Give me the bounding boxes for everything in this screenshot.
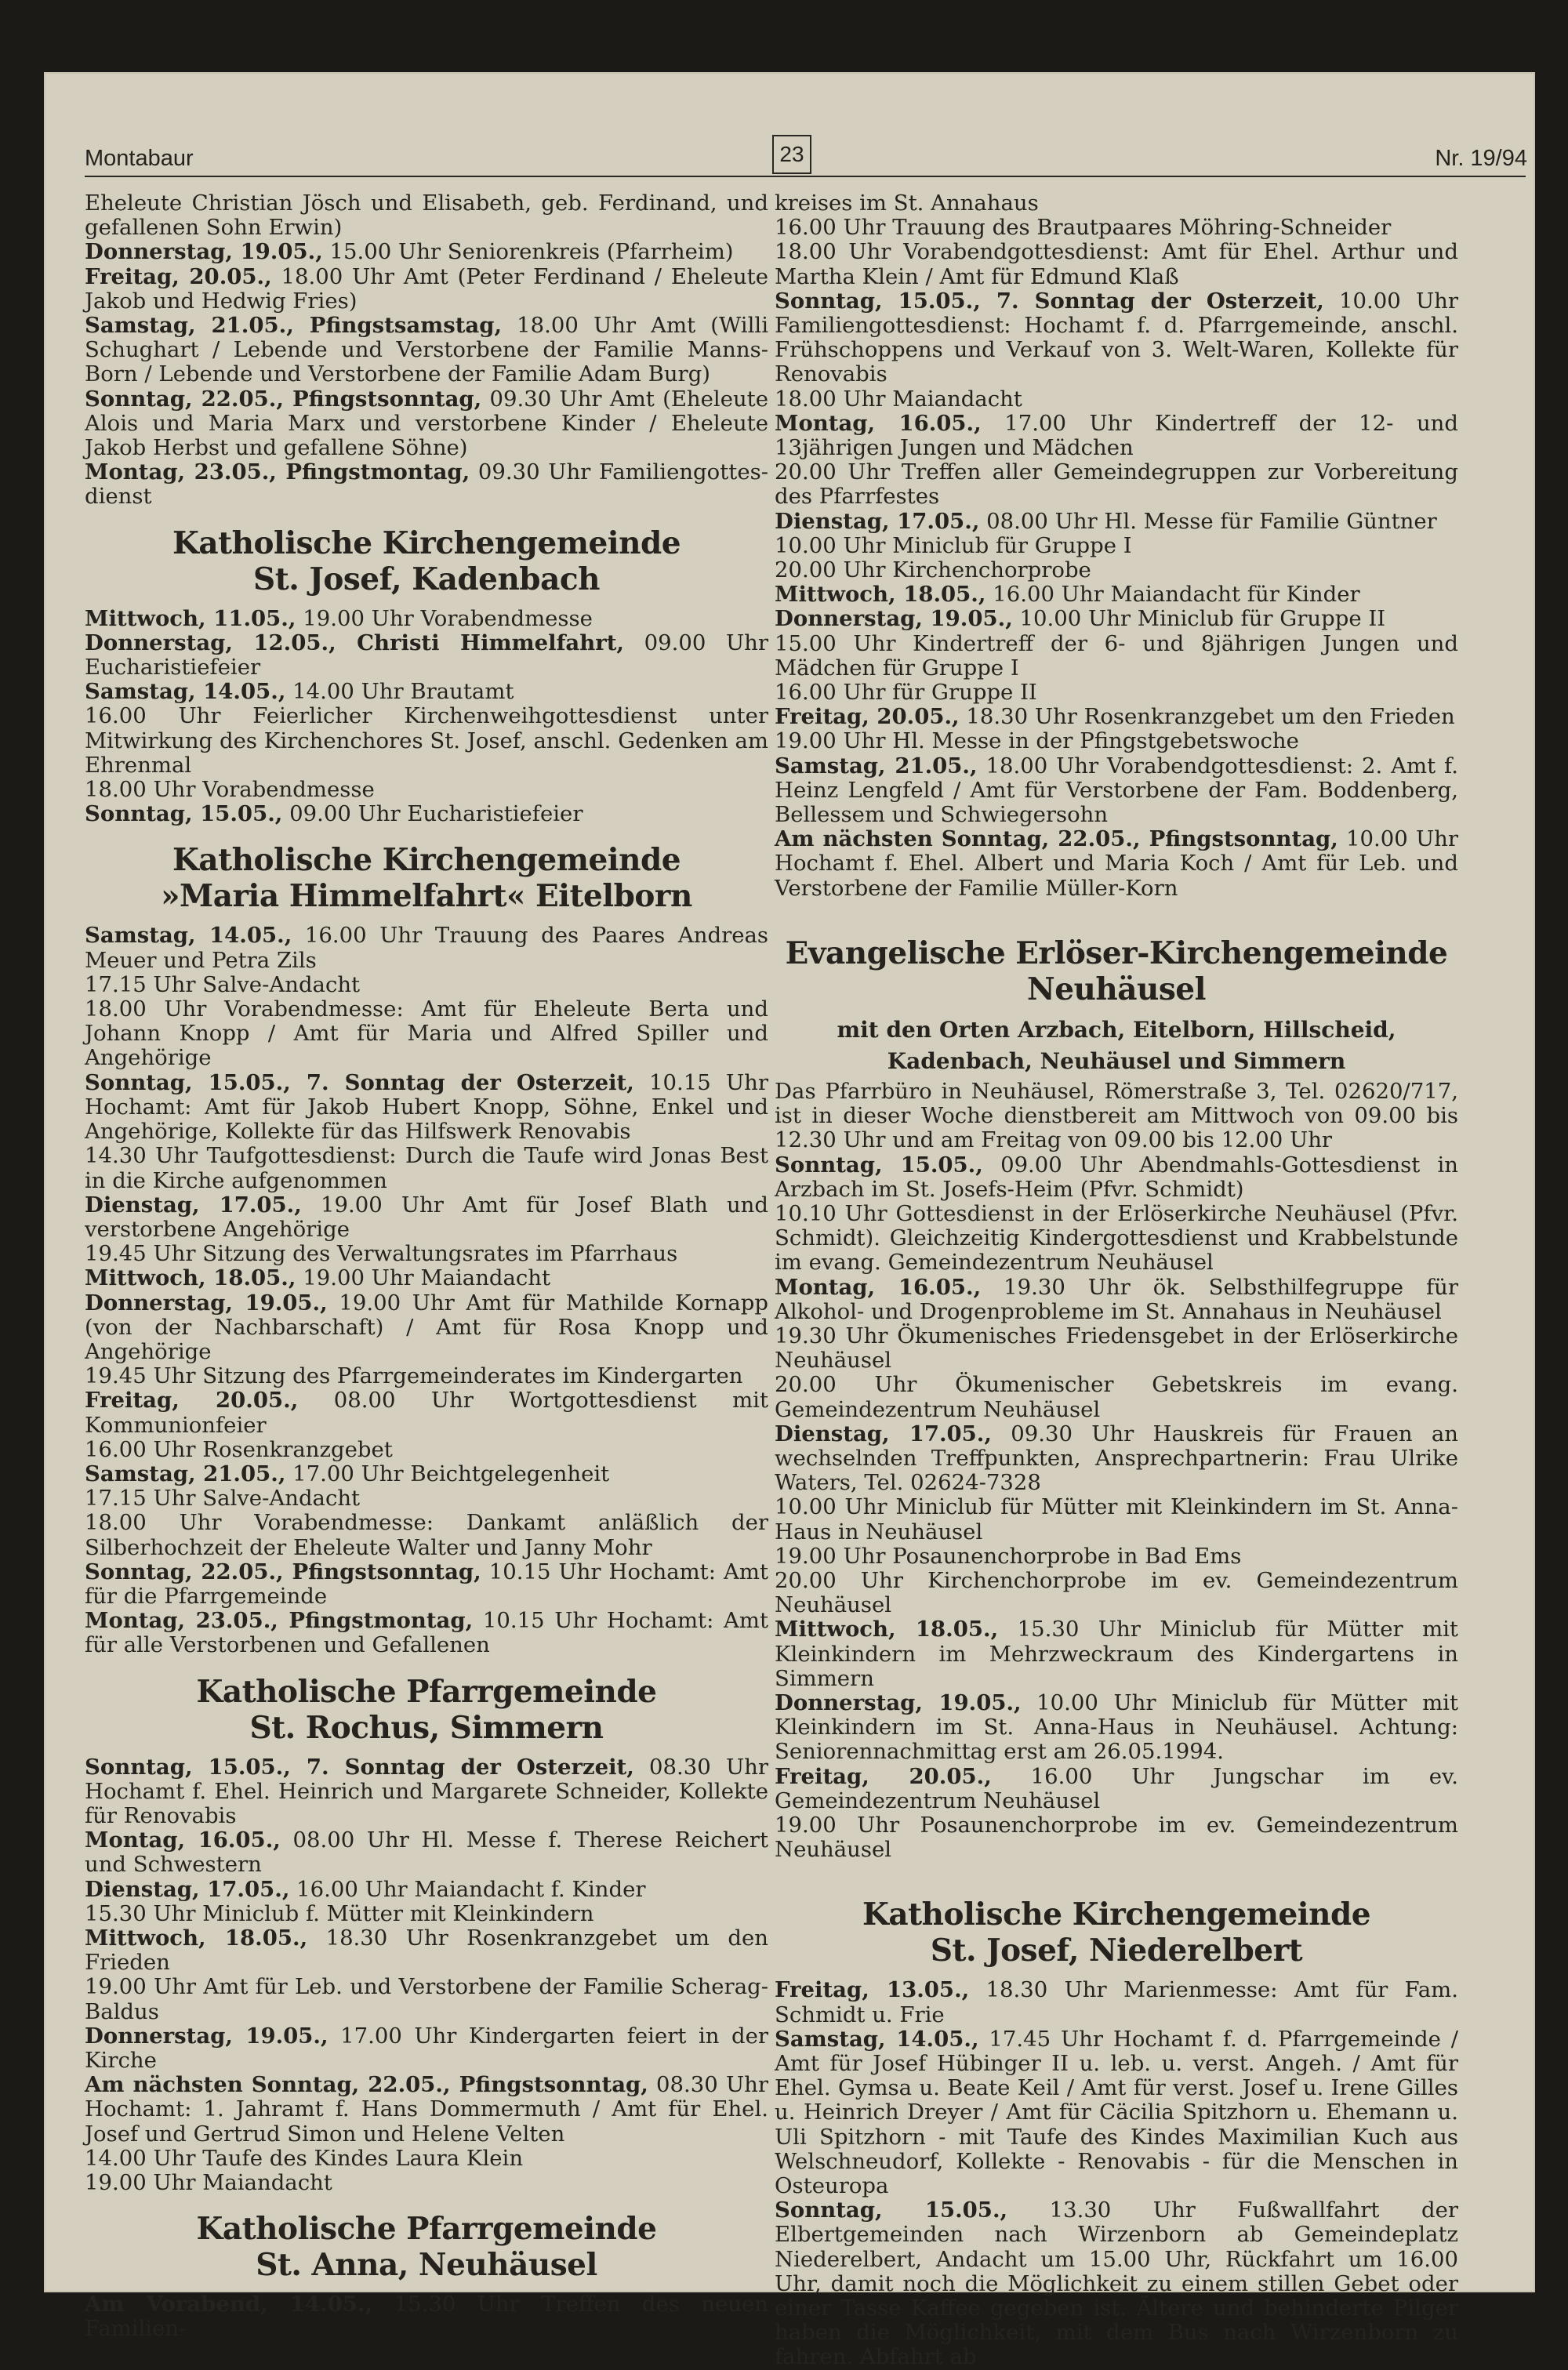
entry-date: Sonntag, 15.05., 7. Sonntag der Osterzeit,	[775, 288, 1324, 314]
entry-date: Montag, 23.05., Pfingstmontag,	[85, 1608, 474, 1634]
entry-text: 15.30 Uhr Miniclub f. Mütter mit Kleinkindern	[85, 1900, 594, 1926]
entry-date: Mittwoch, 18.05.,	[775, 1617, 999, 1642]
entry-date: Mittwoch, 18.05.,	[85, 1925, 308, 1951]
section-heading: Katholische Kirchengemeinde	[172, 842, 681, 879]
entry-text: 09.00 Uhr Abendmahls-Gottesdienst in Arzbach im St. Josefs-Heim (Pfvr. Schmidt)	[775, 1152, 1458, 1202]
entry-date: Am nächsten Sonntag, 22.05., Pfingstsonntag,	[85, 2072, 648, 2098]
entry-text: 17.00 Uhr Beichtgelegenheit	[285, 1461, 610, 1486]
entry-text: 20.00 Uhr Kirchenchorprobe im ev. Gemeindezentrum Neuhäusel	[775, 1567, 1458, 1618]
schedule-entry	[775, 583, 1458, 607]
entry-text: Das Pfarrbüro in Neuhäusel, Römerstraße 3, Tel. 02620/717, ist in dieser Woche dienstbereit am Mittwoch von 09.00 bis 12.30 Uhr und am Freitag von 09.00 bis 12.00 Uhr	[775, 1078, 1458, 1153]
entry-date: Samstag, 21.05.,	[775, 753, 978, 779]
schedule-entry	[775, 2027, 1458, 2198]
entry-text: 14.00 Uhr Taufe des Kindes Laura Klein	[85, 2145, 524, 2171]
newspaper-page	[44, 72, 1535, 2370]
schedule-entry	[85, 1926, 768, 1975]
schedule-entry	[85, 1828, 768, 1877]
entry-text: 18.00 Uhr Maiandacht	[775, 386, 1022, 412]
section-gap	[775, 1862, 1458, 1881]
schedule-entry	[775, 1569, 1458, 1617]
schedule-entry	[85, 1975, 768, 2023]
schedule-entry	[775, 510, 1458, 534]
issue-number: Nr. 19/94	[1435, 146, 1527, 171]
entry-text: 16.00 Uhr Maiandacht für Kinder	[985, 582, 1360, 608]
entry-text: 09.00 Uhr Eucharistiefeier	[85, 630, 768, 681]
entry-date: Donnerstag, 12.05., Christi Himmelfahrt,	[85, 630, 624, 655]
schedule-entry	[85, 2073, 768, 2147]
section-heading: Katholische Pfarrgemeinde	[196, 1673, 657, 1710]
entry-date: Dienstag, 17.05.,	[85, 1876, 290, 1902]
entry-text: 14.00 Uhr Brautamt	[285, 679, 514, 705]
entry-text: 08.30 Uhr Hochamt: 1. Jahramt f. Hans Dommermuth / Amt für Ehel. Josef und Gertrud Simon und Helene Velten	[85, 2072, 768, 2147]
entry-text: 08.00 Uhr Wortgottesdienst mit Kommunionfeier	[85, 1388, 768, 1438]
schedule-entry	[775, 387, 1458, 412]
schedule-entry	[775, 1978, 1458, 2027]
schedule-entry	[775, 1202, 1458, 1276]
entry-text: 17.45 Uhr Hochamt f. d. Pfarrgemeinde / Amt für Josef Hübinger II u. leb. u. verst. Angeh. / Amt für Ehel. Gymsa u. Beate Keil / Amt für verst. Josef u. Irene Gilles u. Heinrich Dreyer / Amt für Cäcilia Spitzhorn u. Ehemann u. Uli Spitzhorn - mit Taufe des Kindes Maximilian Kuch aus Welschneudorf, Kollekte - Renovabis - für die Menschen in Osteuropa	[775, 2026, 1458, 2199]
schedule-entry	[775, 632, 1458, 681]
section-subheading: St. Rochus, Simmern	[249, 1709, 604, 1746]
section-places: mit den Orten Arzbach, Eitelborn, Hillscheid,	[837, 1016, 1396, 1043]
entry-text: 17.00 Uhr Kindertreff der 12- und 13jährigen Jungen und Mädchen	[775, 410, 1458, 461]
section-heading: Katholische Kirchengemeinde	[862, 1896, 1371, 1933]
schedule-entry	[775, 1617, 1458, 1691]
entry-text: 15.00 Uhr Seniorenkreis (Pfarrheim)	[322, 239, 734, 265]
entry-text: 15.30 Uhr Miniclub für Mütter mit Kleinkindern im Mehrzweckraum des Kindergartens in Simmern	[775, 1617, 1458, 1691]
section-heading: Evangelische Erlöser-Kirchengemeinde	[785, 935, 1448, 971]
entry-date: Montag, 23.05., Pfingstmontag,	[85, 459, 470, 485]
entry-text: 18.00 Uhr Vorabendmesse	[85, 777, 375, 803]
entry-date: Freitag, 13.05.,	[775, 1977, 970, 2003]
schedule-entry	[85, 1291, 768, 1365]
entry-text: 20.00 Uhr Kirchenchorprobe	[775, 557, 1091, 583]
page-header	[85, 135, 1527, 182]
entry-date: Dienstag, 17.05.,	[85, 1192, 302, 1218]
entry-text: 16.00 Uhr Trauung des Paares Andreas Meuer und Petra Zils	[85, 923, 769, 973]
entry-text: 16.00 Uhr Trauung des Brautpaares Möhring-Schneider	[775, 215, 1392, 241]
entry-date: Sonntag, 15.05.,	[85, 801, 283, 827]
schedule-entry	[775, 1153, 1458, 1202]
entry-text: 17.00 Uhr Kindergarten feiert in der Kirche	[85, 2023, 768, 2073]
entry-date: Mittwoch, 11.05.,	[85, 605, 296, 631]
entry-date: Montag, 16.05.,	[775, 1274, 982, 1300]
schedule-entry	[85, 1755, 768, 1829]
schedule-entry	[85, 924, 768, 972]
entry-date: Sonntag, 15.05.,	[775, 2198, 1008, 2223]
entry-text: 19.00 Uhr Amt für Josef Blath und verstorbene Angehörige	[85, 1192, 768, 1242]
schedule-entry	[85, 2024, 768, 2073]
entry-text: kreises im St. Annahaus	[775, 191, 1039, 216]
section-subheading: Neuhäusel	[1027, 971, 1206, 1007]
entry-text: 17.15 Uhr Salve-Andacht	[85, 971, 361, 997]
schedule-entry	[775, 460, 1458, 509]
entry-text: 18.00 Uhr Vorabendmesse: Dankamt anläßlich der Silberhochzeit der Eheleute Walter und Janny Mohr	[85, 1510, 768, 1560]
entry-date: Sonntag, 22.05., Pfingstsonntag,	[85, 386, 482, 412]
entry-text: 08.00 Uhr Hl. Messe f. Therese Reichert und Schwestern	[85, 1827, 768, 1878]
entry-text: 18.30 Uhr Marienmesse: Amt für Fam. Schmidt u. Frie	[775, 1977, 1458, 2027]
entry-text: 10.00 Uhr Familiengottesdienst: Hochamt f. d. Pfarrgemeinde, anschl. Frühschoppens und Verkauf von 3. Welt-Waren, Kollekte für Renovabis	[775, 288, 1458, 387]
schedule-entry	[775, 1544, 1458, 1569]
entry-text: 15.30 Uhr Treffen des neuen Familien-	[85, 2292, 768, 2342]
section-heading: Katholische Pfarrgemeinde	[196, 2211, 657, 2248]
entry-text: 19.00 Uhr Vorabendmesse	[296, 605, 593, 631]
schedule-entry	[775, 1373, 1458, 1421]
schedule-entry	[775, 607, 1458, 631]
schedule-entry	[775, 1080, 1458, 1153]
header-rule	[85, 176, 1526, 177]
schedule-entry	[85, 1486, 768, 1511]
schedule-entry	[85, 265, 768, 314]
schedule-entry	[85, 1560, 768, 1609]
entry-text: 19.00 Uhr Posaunenchorprobe in Bad Ems	[775, 1543, 1242, 1569]
section-gap	[775, 901, 1458, 920]
schedule-entry	[775, 412, 1458, 460]
entry-text: 17.15 Uhr Salve-Andacht	[85, 1486, 361, 1512]
entry-date: Dienstag, 17.05.,	[775, 1421, 992, 1446]
entry-text: 13.30 Uhr Fußwallfahrt der Elbertgemeinden nach Wirzenborn ab Gemeindeplatz Niederelbert, Andacht um 15.00 Uhr, Rückfahrt um 16.00 Uhr, damit noch die Möglichkeit zu einem stillen Gebet oder einer Tasse Kaffee gegeben ist. Ältere und behinderte Pilger haben die Möglichkeit, mit dem Bus nach Wirzenborn zu fahren. Abfahrt ab	[775, 2198, 1458, 2370]
entry-text: 14.30 Uhr Taufgottesdienst: Durch die Taufe wird Jonas Best in die Kirche aufgenommen	[85, 1143, 768, 1193]
schedule-entry	[775, 240, 1458, 289]
entry-text: 20.00 Uhr Treffen aller Gemeindegruppen zur Vorbereitung des Pfarrfestes	[775, 459, 1458, 510]
entry-date: Samstag, 14.05.,	[775, 2026, 979, 2052]
schedule-entry	[85, 778, 768, 802]
schedule-entry	[775, 191, 1458, 216]
entry-text: 09.30 Uhr Familiengottes-dienst	[85, 459, 768, 510]
entry-text: 19.30 Uhr ök. Selbsthilfegruppe für Alkohol- und Drogenprobleme im St. Annahaus in Neuhäusel	[775, 1274, 1458, 1324]
schedule-entry	[85, 1609, 768, 1657]
entry-text: 18.30 Uhr Rosenkranzgebet um den Frieden	[85, 1925, 768, 1976]
schedule-entry	[85, 631, 768, 680]
entry-text: 10.00 Uhr Miniclub für Mütter mit Kleinkindern im St. Anna-Haus in Neuhäusel. Achtung: Seniorennachmittag erst am 26.05.1994.	[775, 1689, 1459, 1765]
schedule-entry	[85, 607, 768, 631]
schedule-entry	[85, 1511, 768, 1559]
entry-text: 10.15 Uhr Hochamt: Amt für alle Verstorbenen und Gefallenen	[85, 1608, 768, 1658]
section-subheading: St. Josef, Niederelbert	[930, 1933, 1303, 1969]
entry-text: 10.15 Uhr Hochamt: Amt für die Pfarrgemeinde	[85, 1559, 769, 1609]
entry-date: Donnerstag, 19.05.,	[775, 1689, 1022, 1715]
entry-text: 08.00 Uhr Hl. Messe für Familie Güntner	[979, 508, 1437, 534]
schedule-entry	[85, 1438, 768, 1462]
entry-date: Sonntag, 15.05., 7. Sonntag der Osterzeit,	[85, 1754, 634, 1780]
schedule-entry	[85, 460, 768, 509]
schedule-entry	[775, 558, 1458, 583]
header-town: Montabaur	[85, 146, 194, 171]
section-heading: Katholische Kirchengemeinde	[172, 524, 681, 561]
entry-date: Freitag, 20.05.,	[85, 263, 272, 289]
entry-text: 20.00 Uhr Ökumenischer Gebetskreis im evang. Gemeindezentrum Neuhäusel	[775, 1372, 1458, 1422]
entry-text: 16.00 Uhr für Gruppe II	[775, 680, 1037, 706]
schedule-entry	[85, 1144, 768, 1192]
schedule-entry	[775, 1495, 1458, 1544]
schedule-entry	[85, 2292, 768, 2341]
entry-text: 10.15 Uhr Hochamt: Amt für Jakob Hubert Knopp, Söhne, Enkel und Angehörige, Kollekte für das Hilfswerk Renovabis	[85, 1069, 768, 1145]
section-subheading: St. Anna, Neuhäusel	[256, 2247, 597, 2284]
schedule-entry	[85, 314, 768, 387]
entry-text: 19.00 Uhr Amt für Leb. und Verstorbene der Familie Scherag-Baldus	[85, 1974, 768, 2024]
schedule-entry	[85, 191, 768, 240]
entry-text: 09.00 Uhr Eucharistiefeier	[282, 801, 583, 827]
entry-date: Sonntag, 22.05., Pfingstsonntag,	[85, 1559, 481, 1584]
entry-date: Samstag, 21.05.,	[85, 1461, 286, 1486]
entry-date: Am Vorabend, 14.05.,	[85, 2292, 373, 2317]
entry-date: Sonntag, 15.05., 7. Sonntag der Osterzeit,	[85, 1069, 634, 1095]
entry-text: 16.00 Uhr Feierlicher Kirchenweihgottesdienst unter Mitwirkung des Kirchenchores St. Josef, anschl. Gedenken am Ehrenmal	[85, 703, 768, 778]
section-places: Kadenbach, Neuhäusel und Simmern	[887, 1047, 1346, 1074]
schedule-entry	[775, 705, 1458, 729]
schedule-entry	[85, 387, 768, 461]
schedule-entry	[85, 240, 768, 264]
schedule-entry	[775, 216, 1458, 240]
schedule-entry	[85, 1462, 768, 1486]
schedule-entry	[85, 1902, 768, 1926]
section-subheading: St. Josef, Kadenbach	[253, 561, 600, 597]
left-column	[85, 191, 768, 2342]
schedule-entry	[85, 680, 768, 704]
schedule-entry	[85, 704, 768, 778]
entry-text: 18.00 Uhr Amt (Peter Ferdinand / Eheleute Jakob und Hedwig Fries)	[85, 263, 768, 314]
schedule-entry	[85, 1364, 768, 1388]
entry-date: Dienstag, 17.05.,	[775, 508, 980, 534]
entry-date: Donnerstag, 19.05.,	[85, 1290, 328, 1316]
entry-text: 16.00 Uhr Maiandacht f. Kinder	[289, 1876, 646, 1902]
entry-text: 19.00 Uhr Posaunenchorprobe im ev. Gemeindezentrum Neuhäusel	[775, 1812, 1458, 1863]
schedule-entry	[775, 1276, 1458, 1324]
schedule-entry	[775, 534, 1458, 558]
entry-text: Eheleute Christian Jösch und Elisabeth, geb. Ferdinand, und gefallenen Sohn Erwin)	[85, 191, 768, 241]
schedule-entry	[775, 1422, 1458, 1496]
entry-text: 19.00 Uhr Amt für Mathilde Kornapp (von der Nachbarschaft) / Amt für Rosa Knopp und Angehörige	[85, 1290, 768, 1364]
entry-text: 19.45 Uhr Sitzung des Verwaltungsrates im Pfarrhaus	[85, 1241, 678, 1267]
schedule-entry	[775, 729, 1458, 753]
schedule-entry	[775, 1765, 1458, 1813]
schedule-entry	[85, 1266, 768, 1290]
schedule-entry	[85, 1193, 768, 1242]
entry-date: Freitag, 20.05.,	[85, 1388, 299, 1414]
entry-date: Mittwoch, 18.05.,	[775, 582, 986, 608]
entry-date: Freitag, 20.05.,	[775, 1763, 992, 1789]
entry-text: 10.00 Uhr Miniclub für Mütter mit Kleinkindern im St. Anna-Haus in Neuhäusel	[775, 1494, 1458, 1544]
entry-date: Mittwoch, 18.05.,	[85, 1265, 296, 1291]
entry-text: 16.00 Uhr Jungschar im ev. Gemeindezentrum Neuhäusel	[775, 1763, 1458, 1813]
entry-date: Donnerstag, 19.05.,	[85, 239, 323, 265]
entry-text: 18.30 Uhr Rosenkranzgebet um den Frieden	[959, 704, 1455, 730]
schedule-entry	[85, 1071, 768, 1145]
schedule-entry	[85, 2147, 768, 2171]
entry-date: Am nächsten Sonntag, 22.05., Pfingstsonntag,	[775, 826, 1338, 852]
entry-text: 18.00 Uhr Amt (Willi Schughart / Lebende und Verstorbene der Familie Manns-Born / Lebende und Verstorbene der Familie Adam Burg)	[85, 313, 768, 387]
schedule-entry	[85, 1878, 768, 1902]
entry-date: Donnerstag, 19.05.,	[85, 2023, 328, 2049]
entry-date: Samstag, 14.05.,	[85, 923, 292, 949]
schedule-entry	[775, 827, 1458, 901]
right-column	[775, 191, 1458, 2370]
entry-text: 18.00 Uhr Vorabendgottesdienst: Amt für Ehel. Arthur und Martha Klein / Amt für Edmund Klaß	[775, 239, 1458, 289]
entry-text: 19.00 Uhr Maiandacht	[85, 2170, 332, 2196]
entry-text: 19.45 Uhr Sitzung des Pfarrgemeinderates im Kindergarten	[85, 1363, 743, 1389]
entry-date: Samstag, 21.05., Pfingstsamstag,	[85, 313, 503, 339]
entry-text: 19.30 Uhr Ökumenisches Friedensgebet in der Erlöserkirche Neuhäusel	[775, 1323, 1458, 1374]
schedule-entry	[775, 289, 1458, 387]
schedule-entry	[85, 1388, 768, 1437]
schedule-entry	[85, 973, 768, 997]
schedule-entry	[775, 1691, 1458, 1765]
schedule-entry	[85, 802, 768, 826]
entry-text: 19.00 Uhr Hl. Messe in der Pfingstgebetswoche	[775, 728, 1299, 754]
entry-text: 18.00 Uhr Vorabendmesse: Amt für Eheleute Berta und Johann Knopp / Amt für Maria und Alfred Spiller und Angehörige	[85, 996, 768, 1071]
schedule-entry	[775, 681, 1458, 705]
entry-date: Donnerstag, 19.05.,	[775, 606, 1013, 632]
entry-text: 10.00 Uhr Miniclub für Gruppe I	[775, 532, 1132, 558]
schedule-entry	[775, 754, 1458, 828]
entry-text: 09.30 Uhr Hauskreis für Frauen an wechselnden Treffpunkten, Ansprechpartnerin: Frau Ulrike Waters, Tel. 02624-7328	[775, 1421, 1458, 1496]
schedule-entry	[85, 1242, 768, 1266]
entry-date: Freitag, 20.05.,	[775, 704, 960, 730]
schedule-entry	[775, 1324, 1458, 1373]
entry-date: Montag, 16.05.,	[85, 1827, 281, 1853]
schedule-entry	[85, 2171, 768, 2195]
entry-text: 10.10 Uhr Gottesdienst in der Erlöserkirche Neuhäusel (Pfvr. Schmidt). Gleichzeitig Kindergottesdienst und Krabbelstunde im evang. Gemeindezentrum Neuhäusel	[775, 1200, 1458, 1276]
entry-text: 08.30 Uhr Hochamt f. Ehel. Heinrich und Margarete Schneider, Kollekte für Renovabis	[85, 1754, 768, 1828]
entry-text: 10.00 Uhr Hochamt f. Ehel. Albert und Maria Koch / Amt für Leb. und Verstorbene der Familie Müller-Korn	[775, 826, 1458, 901]
entry-text: 19.00 Uhr Maiandacht	[296, 1265, 551, 1291]
entry-date: Sonntag, 15.05.,	[775, 1152, 983, 1178]
entry-text: 10.00 Uhr Miniclub für Gruppe II	[1012, 606, 1386, 632]
entry-date: Samstag, 14.05.,	[85, 679, 286, 705]
schedule-entry	[775, 2198, 1458, 2369]
entry-text: 18.00 Uhr Vorabendgottesdienst: 2. Amt f. Heinz Lengfeld / Amt für Verstorbene der Fam. Boddenberg, Bellessem und Schwiegersohn	[775, 753, 1458, 828]
schedule-entry	[85, 997, 768, 1071]
page-number: 23	[772, 135, 811, 174]
section-subheading: »Maria Himmelfahrt« Eitelborn	[161, 878, 692, 915]
schedule-entry	[775, 1813, 1458, 1862]
entry-text: 15.00 Uhr Kindertreff der 6- und 8jährigen Jungen und Mädchen für Gruppe I	[775, 630, 1458, 681]
entry-text: 16.00 Uhr Rosenkranzgebet	[85, 1436, 393, 1462]
entry-text: 09.30 Uhr Amt (Eheleute Alois und Maria Marx und verstorbene Kinder / Eheleute Jakob Herbst und gefallene Söhne)	[85, 386, 769, 461]
entry-date: Montag, 16.05.,	[775, 410, 982, 436]
